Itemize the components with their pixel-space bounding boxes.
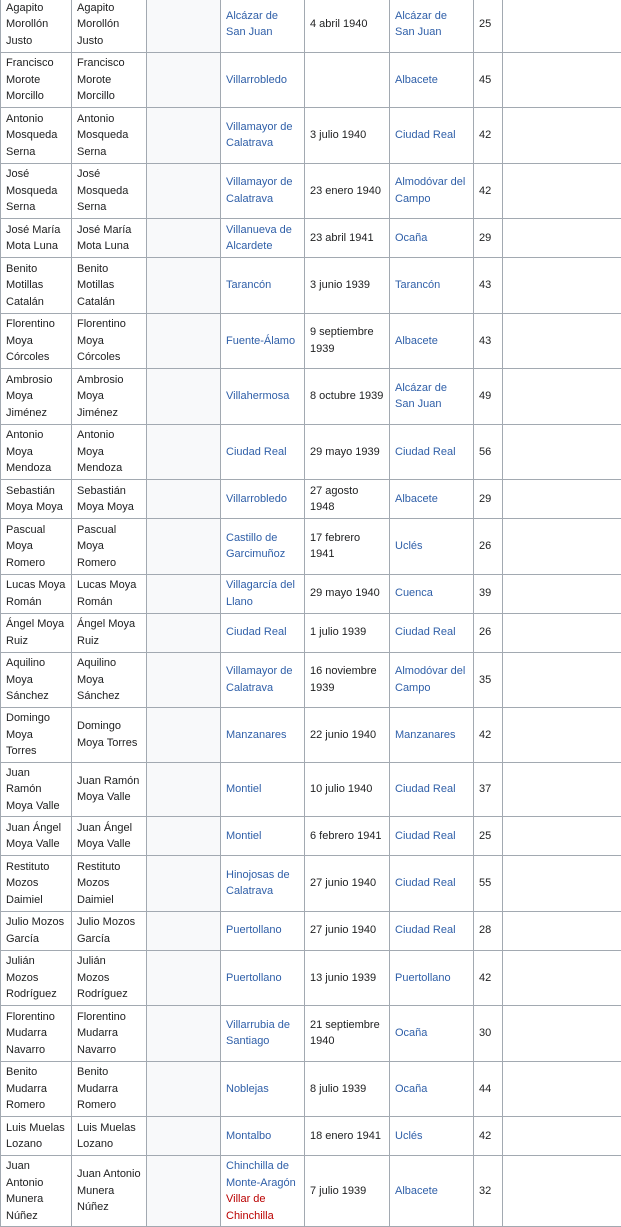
empty-cell — [147, 313, 221, 369]
empty-cell — [147, 950, 221, 1006]
birthplace-link[interactable]: Noblejas — [221, 1061, 305, 1117]
empty-cell — [503, 708, 621, 763]
birthplace-link[interactable]: Villamayor de Calatrava — [221, 652, 305, 708]
place-link[interactable]: Albacete — [390, 1156, 474, 1227]
place-link[interactable]: Tarancón — [390, 258, 474, 314]
date-cell: 22 junio 1940 — [305, 708, 390, 763]
age-cell: 25 — [474, 817, 503, 856]
age-cell: 42 — [474, 1117, 503, 1156]
empty-cell — [503, 1061, 621, 1117]
name-alt-cell: José María Mota Luna — [72, 219, 147, 258]
empty-cell — [503, 613, 621, 652]
empty-cell — [147, 762, 221, 817]
name-alt-cell: Francisco Morote Morcillo — [72, 52, 147, 108]
birthplace-link[interactable]: Puertollano — [221, 911, 305, 950]
age-cell: 49 — [474, 369, 503, 425]
date-cell: 3 junio 1939 — [305, 258, 390, 314]
age-cell: 42 — [474, 163, 503, 219]
name-cell: Benito Mudarra Romero — [1, 1061, 72, 1117]
place-link[interactable]: Albacete — [390, 52, 474, 108]
place-link[interactable]: Alcázar de San Juan — [390, 369, 474, 425]
age-cell: 39 — [474, 574, 503, 613]
place-link[interactable]: Ocaña — [390, 1061, 474, 1117]
name-alt-cell: Domingo Moya Torres — [72, 708, 147, 763]
empty-cell — [503, 1156, 621, 1227]
name-alt-cell: Lucas Moya Román — [72, 574, 147, 613]
place-link[interactable]: Uclés — [390, 519, 474, 575]
date-cell — [305, 52, 390, 108]
empty-cell — [147, 652, 221, 708]
name-cell: Juan Ángel Moya Valle — [1, 817, 72, 856]
place-link[interactable]: Ciudad Real — [390, 856, 474, 912]
name-cell: Domingo Moya Torres — [1, 708, 72, 763]
table-row — [1, 911, 621, 950]
name-cell: Benito Motillas Catalán — [1, 258, 72, 314]
place-link[interactable]: Almodóvar del Campo — [390, 652, 474, 708]
name-alt-cell: Antonio Moya Mendoza — [72, 424, 147, 480]
birthplace-link[interactable]: Villarrubia de Santiago — [221, 1006, 305, 1062]
name-cell: Ángel Moya Ruiz — [1, 613, 72, 652]
table-row — [1, 1156, 621, 1227]
empty-cell — [503, 480, 621, 519]
name-alt-cell: Antonio Mosqueda Serna — [72, 108, 147, 164]
birthplace-link[interactable]: Puertollano — [221, 950, 305, 1006]
name-cell: José María Mota Luna — [1, 219, 72, 258]
name-cell: José Mosqueda Serna — [1, 163, 72, 219]
age-cell: 42 — [474, 108, 503, 164]
name-alt-cell: Ambrosio Moya Jiménez — [72, 369, 147, 425]
birthplace-link[interactable]: Villamayor de Calatrava — [221, 163, 305, 219]
empty-cell — [503, 817, 621, 856]
place-link[interactable]: Almodóvar del Campo — [390, 163, 474, 219]
name-alt-cell: José Mosqueda Serna — [72, 163, 147, 219]
name-cell: Luis Muelas Lozano — [1, 1117, 72, 1156]
age-cell: 42 — [474, 950, 503, 1006]
date-cell: 10 julio 1940 — [305, 762, 390, 817]
date-cell: 3 julio 1940 — [305, 108, 390, 164]
date-cell: 8 octubre 1939 — [305, 369, 390, 425]
age-cell: 42 — [474, 708, 503, 763]
place-link[interactable]: Ciudad Real — [390, 911, 474, 950]
table-row — [1, 108, 621, 164]
age-cell: 28 — [474, 911, 503, 950]
date-cell: 16 noviembre 1939 — [305, 652, 390, 708]
empty-cell — [503, 258, 621, 314]
birthplace-link[interactable]: Tarancón — [221, 258, 305, 314]
table-row — [1, 708, 621, 763]
empty-cell — [147, 258, 221, 314]
date-cell: 27 agosto 1948 — [305, 480, 390, 519]
empty-cell — [503, 1006, 621, 1062]
place-link[interactable]: Manzanares — [390, 708, 474, 763]
name-alt-cell: Florentino Mudarra Navarro — [72, 1006, 147, 1062]
birthplace-link[interactable]: Ciudad Real — [221, 613, 305, 652]
place-link[interactable]: Uclés — [390, 1117, 474, 1156]
age-cell: 43 — [474, 313, 503, 369]
age-cell: 26 — [474, 519, 503, 575]
date-cell: 21 septiembre 1940 — [305, 1006, 390, 1062]
empty-cell — [503, 519, 621, 575]
empty-cell — [503, 950, 621, 1006]
table-row — [1, 424, 621, 480]
name-cell: Ambrosio Moya Jiménez — [1, 369, 72, 425]
empty-cell — [147, 108, 221, 164]
age-cell: 35 — [474, 652, 503, 708]
birthplace-link[interactable]: Montalbo — [221, 1117, 305, 1156]
date-cell: 23 abril 1941 — [305, 219, 390, 258]
empty-cell — [503, 369, 621, 425]
empty-cell — [147, 424, 221, 480]
name-cell: Antonio Moya Mendoza — [1, 424, 72, 480]
empty-cell — [147, 1006, 221, 1062]
table-row — [1, 480, 621, 519]
date-cell: 1 julio 1939 — [305, 613, 390, 652]
name-alt-cell: Luis Muelas Lozano — [72, 1117, 147, 1156]
name-cell: Sebastián Moya Moya — [1, 480, 72, 519]
empty-cell — [503, 911, 621, 950]
birthplace-link[interactable]: Villarrobledo — [221, 480, 305, 519]
empty-cell — [503, 762, 621, 817]
table-row — [1, 258, 621, 314]
table-row — [1, 856, 621, 912]
place-link[interactable]: Puertollano — [390, 950, 474, 1006]
birthplace-link-text[interactable]: Chinchilla de Monte-Aragón — [226, 1158, 299, 1191]
place-link[interactable]: Albacete — [390, 313, 474, 369]
birthplace-link[interactable]: Montiel — [221, 762, 305, 817]
birthplace-link[interactable]: Fuente-Álamo — [221, 313, 305, 369]
name-cell: Antonio Mosqueda Serna — [1, 108, 72, 164]
empty-cell — [147, 708, 221, 763]
date-cell: 23 enero 1940 — [305, 163, 390, 219]
name-alt-cell: Julián Mozos Rodríguez — [72, 950, 147, 1006]
birthplace-link[interactable]: Montiel — [221, 817, 305, 856]
name-cell: Juan Ramón Moya Valle — [1, 762, 72, 817]
name-alt-cell: Juan Antonio Munera Núñez — [72, 1156, 147, 1227]
age-cell: 44 — [474, 1061, 503, 1117]
name-cell: Lucas Moya Román — [1, 574, 72, 613]
table-row — [1, 369, 621, 425]
name-cell: Restituto Mozos Daimiel — [1, 856, 72, 912]
name-alt-cell: Benito Motillas Catalán — [72, 258, 147, 314]
name-alt-cell: Julio Mozos García — [72, 911, 147, 950]
empty-cell — [503, 856, 621, 912]
empty-cell — [147, 574, 221, 613]
table-row — [1, 1061, 621, 1117]
age-cell: 30 — [474, 1006, 503, 1062]
table-row — [1, 652, 621, 708]
place-link[interactable]: Cuenca — [390, 574, 474, 613]
name-alt-cell: Restituto Mozos Daimiel — [72, 856, 147, 912]
empty-cell — [147, 219, 221, 258]
empty-cell — [147, 1117, 221, 1156]
date-cell: 29 mayo 1940 — [305, 574, 390, 613]
birthplace-link[interactable]: Ciudad Real — [221, 424, 305, 480]
empty-cell — [147, 911, 221, 950]
table-row — [1, 1006, 621, 1062]
table-row — [1, 1117, 621, 1156]
birthplace-link[interactable]: Villarrobledo — [221, 52, 305, 108]
name-cell: Pascual Moya Romero — [1, 519, 72, 575]
date-cell: 6 febrero 1941 — [305, 817, 390, 856]
empty-cell — [147, 856, 221, 912]
name-alt-cell: Ángel Moya Ruiz — [72, 613, 147, 652]
empty-cell — [503, 1117, 621, 1156]
date-cell: 9 septiembre 1939 — [305, 313, 390, 369]
empty-cell — [147, 163, 221, 219]
name-cell: Agapito Morollón Justo — [1, 0, 72, 52]
place-link[interactable]: Albacete — [390, 480, 474, 519]
empty-cell — [147, 1156, 221, 1227]
table-row — [1, 313, 621, 369]
date-cell: 27 junio 1940 — [305, 911, 390, 950]
birthplace-link[interactable]: Hinojosas de Calatrava — [221, 856, 305, 912]
table-row — [1, 950, 621, 1006]
birthplace-redlink[interactable]: Villar de Chinchilla — [226, 1191, 299, 1224]
birthplace-link[interactable]: Villanueva de Alcardete — [221, 219, 305, 258]
place-link[interactable]: Ocaña — [390, 219, 474, 258]
age-cell: 43 — [474, 258, 503, 314]
age-cell: 55 — [474, 856, 503, 912]
empty-cell — [503, 163, 621, 219]
place-link[interactable]: Ocaña — [390, 1006, 474, 1062]
empty-cell — [147, 0, 221, 52]
birthplace-link[interactable]: Manzanares — [221, 708, 305, 763]
name-cell: Aquilino Moya Sánchez — [1, 652, 72, 708]
date-cell: 17 febrero 1941 — [305, 519, 390, 575]
birthplace-link[interactable] — [221, 1156, 305, 1227]
age-cell: 29 — [474, 219, 503, 258]
date-cell: 18 enero 1941 — [305, 1117, 390, 1156]
table-row — [1, 817, 621, 856]
age-cell: 45 — [474, 52, 503, 108]
age-cell: 26 — [474, 613, 503, 652]
name-alt-cell: Agapito Morollón Justo — [72, 0, 147, 52]
name-cell: Francisco Morote Morcillo — [1, 52, 72, 108]
empty-cell — [503, 574, 621, 613]
name-cell: Julián Mozos Rodríguez — [1, 950, 72, 1006]
place-link[interactable]: Ciudad Real — [390, 817, 474, 856]
table-row — [1, 519, 621, 575]
birthplace-link[interactable]: Villahermosa — [221, 369, 305, 425]
date-cell: 7 julio 1939 — [305, 1156, 390, 1227]
empty-cell — [147, 1061, 221, 1117]
place-link[interactable]: Ciudad Real — [390, 762, 474, 817]
empty-cell — [147, 613, 221, 652]
place-link[interactable]: Ciudad Real — [390, 108, 474, 164]
name-cell: Florentino Moya Córcoles — [1, 313, 72, 369]
empty-cell — [503, 424, 621, 480]
name-alt-cell: Pascual Moya Romero — [72, 519, 147, 575]
name-alt-cell: Juan Ramón Moya Valle — [72, 762, 147, 817]
age-cell: 25 — [474, 0, 503, 52]
table-row — [1, 613, 621, 652]
name-cell: Julio Mozos García — [1, 911, 72, 950]
date-cell: 27 junio 1940 — [305, 856, 390, 912]
birthplace-link[interactable]: Villagarcía del Llano — [221, 574, 305, 613]
empty-cell — [503, 652, 621, 708]
name-alt-cell: Sebastián Moya Moya — [72, 480, 147, 519]
place-link[interactable]: Ciudad Real — [390, 424, 474, 480]
birthplace-link[interactable]: Villamayor de Calatrava — [221, 108, 305, 164]
name-cell: Juan Antonio Munera Núñez — [1, 1156, 72, 1227]
birthplace-link[interactable]: Alcázar de San Juan — [221, 0, 305, 52]
name-alt-cell: Aquilino Moya Sánchez — [72, 652, 147, 708]
date-cell: 29 mayo 1939 — [305, 424, 390, 480]
table-row — [1, 163, 621, 219]
age-cell: 29 — [474, 480, 503, 519]
empty-cell — [503, 52, 621, 108]
date-cell: 4 abril 1940 — [305, 0, 390, 52]
empty-cell — [503, 0, 621, 52]
empty-cell — [147, 817, 221, 856]
place-link[interactable]: Ciudad Real — [390, 613, 474, 652]
table-row — [1, 574, 621, 613]
age-cell: 56 — [474, 424, 503, 480]
empty-cell — [147, 519, 221, 575]
table-row — [1, 0, 621, 52]
empty-cell — [147, 52, 221, 108]
table-row — [1, 762, 621, 817]
empty-cell — [147, 369, 221, 425]
name-cell: Florentino Mudarra Navarro — [1, 1006, 72, 1062]
birthplace-link[interactable]: Castillo de Garcimuñoz — [221, 519, 305, 575]
empty-cell — [503, 108, 621, 164]
date-cell: 8 julio 1939 — [305, 1061, 390, 1117]
table-row — [1, 52, 621, 108]
name-alt-cell: Florentino Moya Córcoles — [72, 313, 147, 369]
age-cell: 32 — [474, 1156, 503, 1227]
table-row — [1, 219, 621, 258]
place-link[interactable]: Alcázar de San Juan — [390, 0, 474, 52]
name-alt-cell: Juan Ángel Moya Valle — [72, 817, 147, 856]
age-cell: 37 — [474, 762, 503, 817]
date-cell: 13 junio 1939 — [305, 950, 390, 1006]
empty-cell — [147, 480, 221, 519]
name-alt-cell: Benito Mudarra Romero — [72, 1061, 147, 1117]
empty-cell — [503, 313, 621, 369]
empty-cell — [503, 219, 621, 258]
